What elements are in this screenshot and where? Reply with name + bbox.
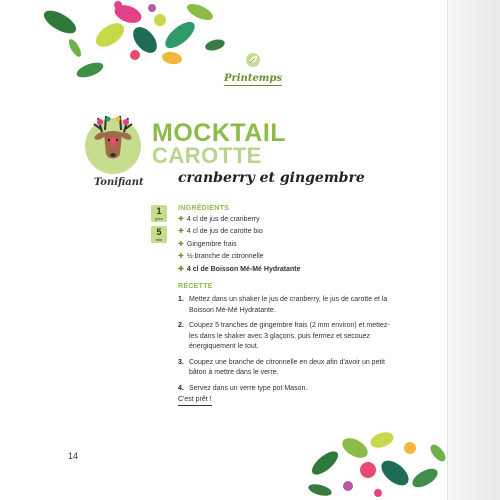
recipe-subtitle: cranberry et gingembre [178, 170, 365, 186]
foliage-decoration-bottom [300, 418, 450, 500]
ingredient-item: ✚ ½ branche de citronnelle [178, 253, 264, 261]
recipe-heading: RECETTE [178, 283, 213, 290]
recipe-title-line1: MOCKTAIL [152, 119, 287, 147]
recipe-step: 2. Coupez 5 tranches de gingembre frais (2 mm environ) et mettez-les dans le shaker avec 3 glaçons, puis fermez et secouez énergiquement le tout. [178, 322, 390, 350]
servings-value: 1 [156, 206, 162, 216]
recipe-steps [178, 295, 396, 399]
ingredients-list [178, 214, 300, 276]
season-tag [218, 52, 288, 86]
servings-unit: pers [155, 216, 163, 221]
season-label: Printemps [223, 73, 283, 84]
cross-bullet-icon: ✚ [178, 265, 184, 273]
ingredient-item: ✚ 4 cl de Boisson Mé-Mé Hydratante [178, 265, 301, 273]
recipe-step: 3. Coupez une branche de citronnelle en deux afin d'avoir un petit bâton à mettre dans le verre. [178, 358, 385, 376]
foliage-decoration-top [40, 0, 230, 80]
cross-bullet-icon: ✚ [178, 216, 184, 223]
ingredient-item: ✚ 4 cl de jus de cranberry [178, 216, 260, 223]
recipe-step: 4. Servez dans un verre type pot Mason. [178, 384, 308, 392]
deer-illustration [80, 110, 146, 176]
servings-badge [151, 205, 167, 222]
ingredients-heading: INGRÉDIENTS [178, 205, 230, 212]
recipe-title-line2: CAROTTE [152, 143, 262, 168]
ingredient-item: ✚ Gingembre frais [178, 240, 237, 248]
cross-bullet-icon: ✚ [178, 240, 184, 248]
cross-bullet-icon: ✚ [178, 228, 184, 236]
recipe-step: 1. Mettez dans un shaker le jus de cranberry, le jus de carotte et la Boisson Mé-Mé Hydratante. [178, 296, 388, 314]
page-gutter [448, 0, 500, 500]
time-value: 5 [156, 227, 162, 237]
time-unit: min [155, 237, 163, 242]
leaf-icon [245, 52, 261, 68]
category-label: Tonifiant [94, 177, 144, 188]
closing-text: C'est prêt ! [178, 396, 212, 406]
time-badge [151, 226, 167, 243]
ingredient-item: ✚ 4 cl de jus de carotte bio [178, 228, 263, 236]
page-number: 14 [68, 451, 79, 461]
cross-bullet-icon: ✚ [178, 253, 184, 261]
